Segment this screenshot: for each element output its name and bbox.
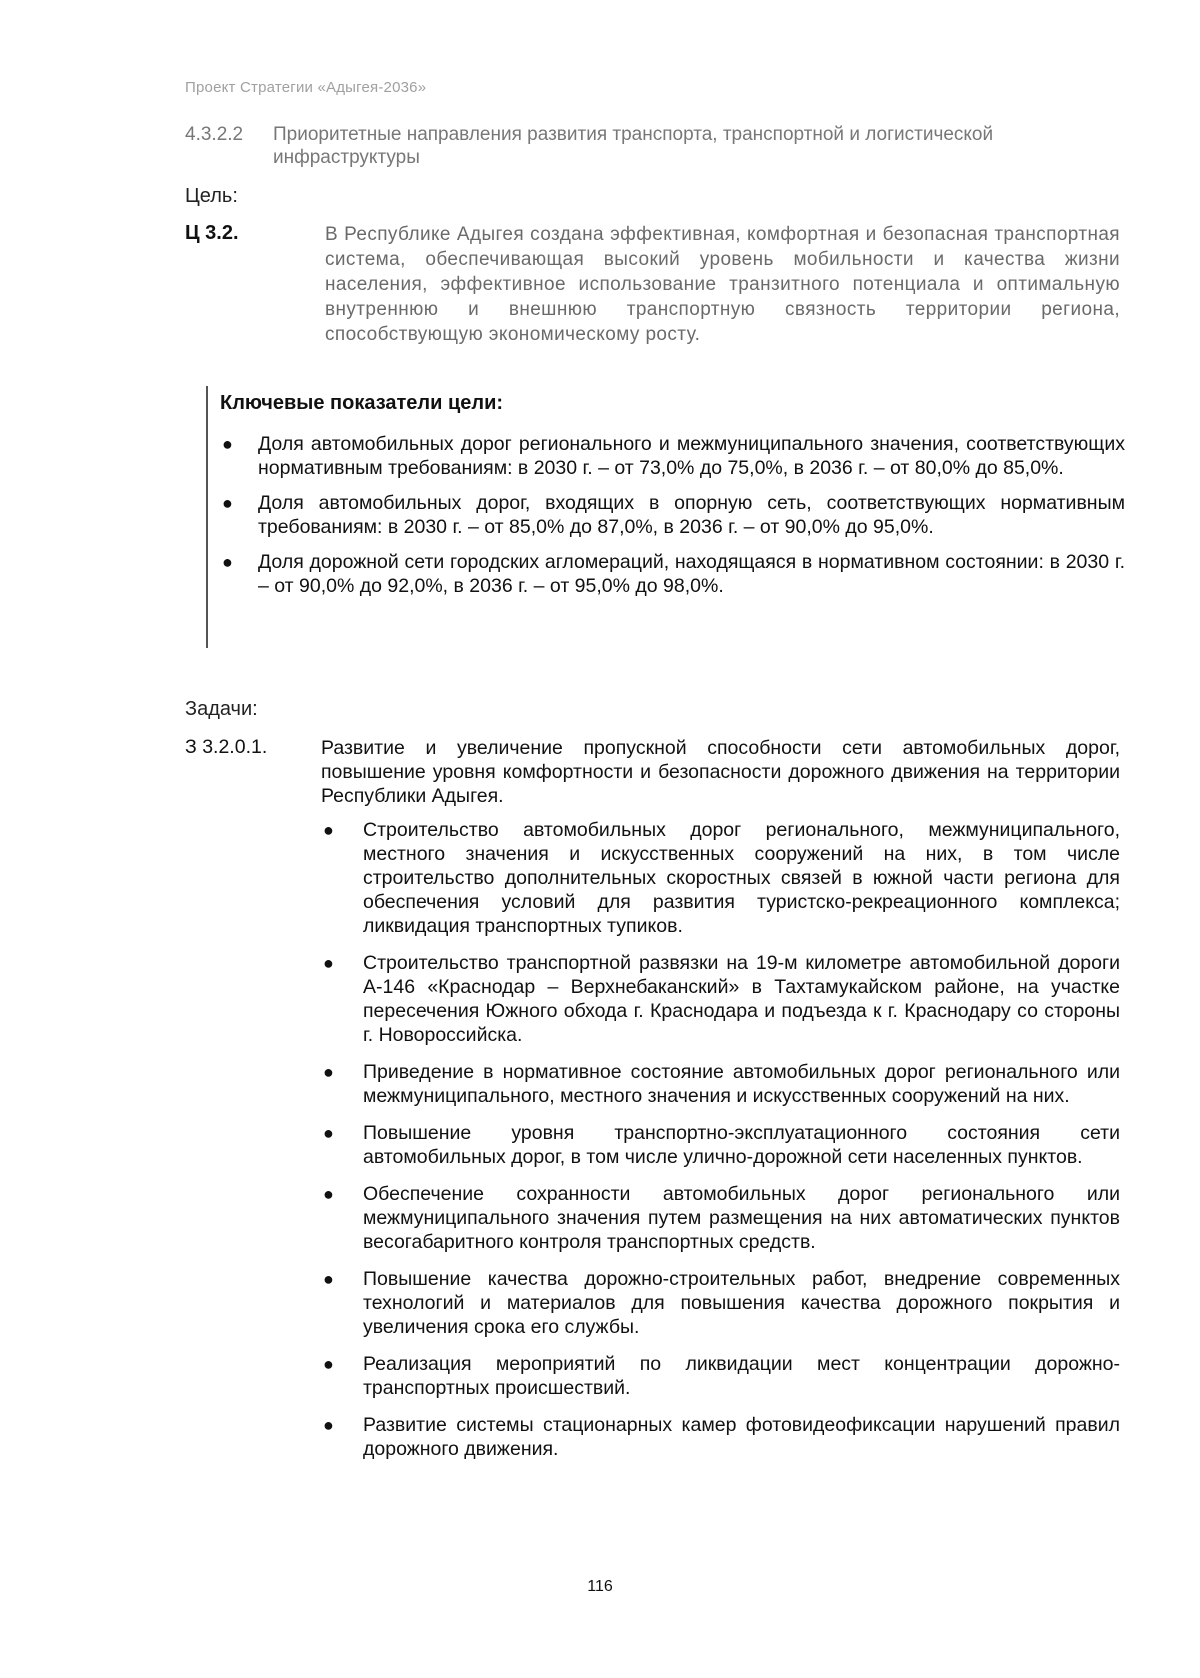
list-item <box>321 1352 1120 1400</box>
list-item <box>321 951 1120 1047</box>
task-item-text: Развитие системы стационарных камер фотовидеофиксации нарушений правил дорожного движения. <box>363 1414 1120 1460</box>
task-item-text: Приведение в нормативное состояние автомобильных дорог регионального или межмуниципального, местного значения и искусственных сооружений на них. <box>363 1061 1120 1107</box>
bullet-icon: ● <box>323 1415 334 1435</box>
task-item-text: Повышение качества дорожно-строительных работ, внедрение современных технологий и материалов для повышения качества дорожного покрытия и увеличения срока его службы. <box>363 1268 1120 1338</box>
task-item-text: Реализация мероприятий по ликвидации мест концентрации дорожно-транспортных происшествий. <box>363 1353 1120 1399</box>
tasks-label: Задачи: <box>185 698 258 720</box>
task-text: Развитие и увеличение пропускной способности сети автомобильных дорог, повышение уровня комфортности и безопасности дорожного движения на территории Республики Адыгея. <box>321 737 1120 807</box>
page-number: 116 <box>587 1578 613 1595</box>
list-item <box>321 818 1120 938</box>
bullet-icon: ● <box>323 1184 334 1204</box>
section-number: 4.3.2.2 <box>185 124 244 145</box>
indicator-text: Доля автомобильных дорог регионального и межмуниципального значения, соответствующих нормативным требованиям: в 2030 г. – от 73,0% до 75,0%, в 2036 г. – от 80,0% до 85,0%. <box>258 433 1125 479</box>
bullet-icon: ● <box>323 953 334 973</box>
indicator-text: Доля автомобильных дорог, входящих в опорную сеть, соответствующих нормативным требованиям: в 2030 г. – от 85,0% до 87,0%, в 2036 г. – от 90,0% до 95,0%. <box>258 492 1125 538</box>
task-item-text: Обеспечение сохранности автомобильных дорог регионального или межмуниципального значения путем размещения на них автоматических пунктов весогабаритного контроля транспортных средств. <box>363 1183 1120 1253</box>
task-item-text: Строительство автомобильных дорог регионального, межмуниципального, местного значения и искусственных сооружений на них, в том числе строительство дополнительных скоростных связей в южной части региона для обеспечения условий для развития туристско-рекреационного комплекса; ликвидация транспортных тупиков. <box>363 819 1120 937</box>
list-item <box>220 432 1125 480</box>
list-item <box>321 1267 1120 1339</box>
bullet-icon: ● <box>323 1269 334 1289</box>
list-item <box>321 1060 1120 1108</box>
goal-label: Цель: <box>185 185 238 207</box>
bullet-icon: ● <box>323 820 334 840</box>
key-indicators-title: Ключевые показатели цели: <box>220 392 504 414</box>
bullet-icon: ● <box>222 434 233 454</box>
indicator-text: Доля дорожной сети городских агломераций, находящаяся в нормативном состоянии: в 2030 г. – от 90,0% до 92,0%, в 2036 г. – от 95,0% до 98,0%. <box>258 551 1125 597</box>
list-item <box>220 491 1125 539</box>
list-item <box>321 1121 1120 1169</box>
goal-code: Ц 3.2. <box>185 222 239 244</box>
list-item <box>321 1413 1120 1461</box>
key-indicators-box <box>206 386 1128 648</box>
key-indicators-list <box>220 432 1125 609</box>
task-items-list <box>321 818 1120 1474</box>
task-code: З 3.2.0.1. <box>185 736 268 758</box>
task-item-text: Строительство транспортной развязки на 19-м километре автомобильной дороги А-146 «Краснодар – Верхнебаканский» в Тахтамукайском районе, на участке пересечения Южного обхода г. Краснодара и подъезда к г. Краснодару со стороны г. Новороссийска. <box>363 952 1120 1046</box>
section-title: Приоритетные направления развития транспорта, транспортной и логистической инфраструктуры <box>273 124 994 168</box>
list-item <box>321 1182 1120 1254</box>
bullet-icon: ● <box>323 1354 334 1374</box>
bullet-icon: ● <box>323 1123 334 1143</box>
task-item-text: Повышение уровня транспортно-эксплуатационного состояния сети автомобильных дорог, в том числе улично-дорожной сети населенных пунктов. <box>363 1122 1120 1168</box>
goal-text: В Республике Адыгея создана эффективная, комфортная и безопасная транспортная система, обеспечивающая высокий уровень мобильности и качества жизни населения, эффективное использование транзитного потенциала и оптимальную внутреннюю и внешнюю транспортную связность территории региона, способствующую экономическому росту. <box>325 224 1120 345</box>
running-header: Проект Стратегии «Адыгея-2036» <box>185 79 427 96</box>
list-item <box>220 550 1125 598</box>
bullet-icon: ● <box>222 552 233 572</box>
bullet-icon: ● <box>222 493 233 513</box>
bullet-icon: ● <box>323 1062 334 1082</box>
